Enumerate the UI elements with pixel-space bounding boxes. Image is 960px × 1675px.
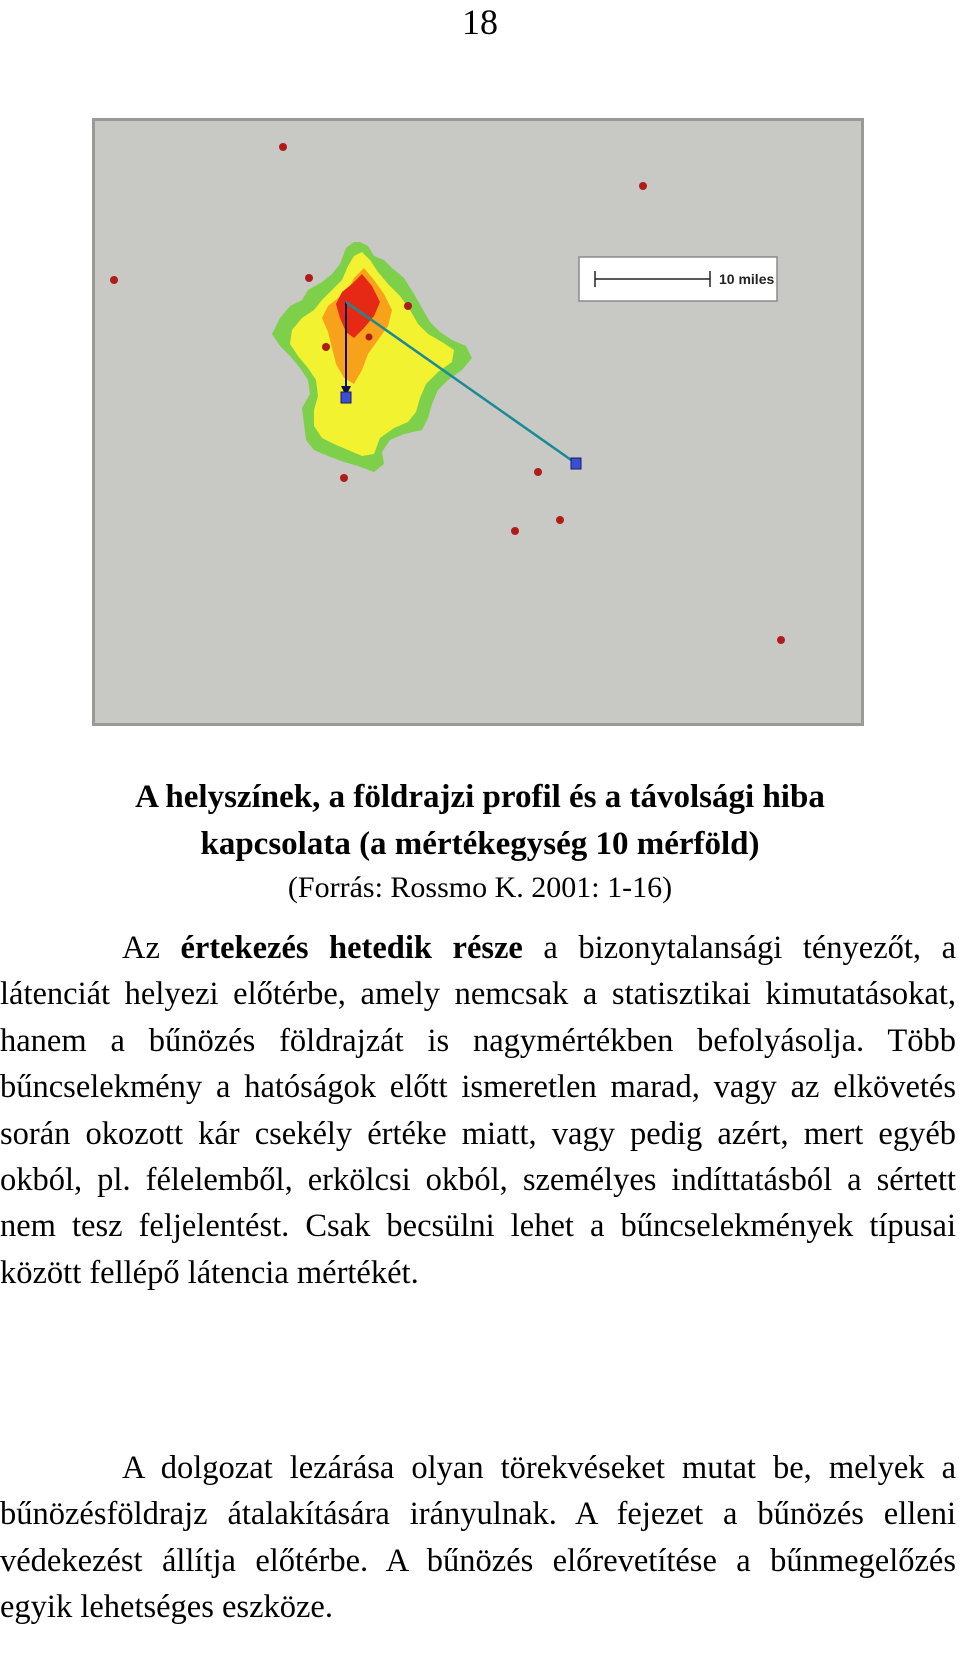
figure-caption [0, 774, 960, 868]
crime-site [511, 527, 519, 535]
crime-site [366, 334, 373, 341]
actual-anchor-point [571, 458, 581, 469]
caption-title-line1: A helyszínek, a földrajzi profil és a távolsági hiba [135, 779, 825, 815]
scale-label: 10 miles [719, 271, 775, 287]
paragraph-lead: Az [122, 930, 181, 966]
paragraph-body: a bizonytalansági tényezőt, a látenciát helyezi előtérbe, amely nemcsak a statisztikai kimutatásokat, hanem a bűnözés földrajzát is nagymértékben befolyásolja. Több bűncselekmény a hatóságok előtt ismeretlen marad, vagy az elkövetés során okozott kár csekély értéke miatt, vagy pedig azért, mert egyéb okból, pl. félelemből, erkölcsi okból, személyes indíttatásból a sértett nem tesz feljelentést. Csak becsülni lehet a bűncselekmények típusai között fellépő látencia mértékét. [0, 930, 957, 1291]
paragraph-conclusion-text: A dolgozat lezárása olyan törekvéseket mutat be, melyek a bűnözésföldrajz átalakítására irányulnak. A fejezet a bűnözés elleni védekezést állítja előtérbe. A bűnözés előrevetítése a bűnmegelőzés egyik lehetséges eszköze. [0, 1450, 956, 1626]
geographic-profile-map [92, 118, 864, 726]
page-number: 18 [462, 2, 498, 42]
crime-site [305, 274, 313, 282]
paragraph-conclusion [0, 1445, 956, 1631]
crime-site [534, 468, 542, 476]
paragraph-lead-bold: értekezés hetedik része [180, 930, 523, 966]
crime-site [556, 516, 564, 524]
map-background [95, 121, 861, 723]
caption-source: (Forrás: Rossmo K. 2001: 1-16) [287, 871, 673, 904]
crime-site [322, 343, 330, 351]
paragraph-latency [0, 925, 956, 1296]
crime-site [404, 302, 412, 310]
crime-site [639, 182, 647, 190]
crime-site [110, 276, 118, 284]
scale-legend [579, 257, 777, 301]
caption-title-line2: kapcsolata (a mértékegység 10 mérföld) [200, 826, 760, 862]
crime-site [279, 143, 287, 151]
predicted-anchor-point [341, 392, 351, 403]
crime-site [777, 636, 785, 644]
crime-site [340, 474, 348, 482]
